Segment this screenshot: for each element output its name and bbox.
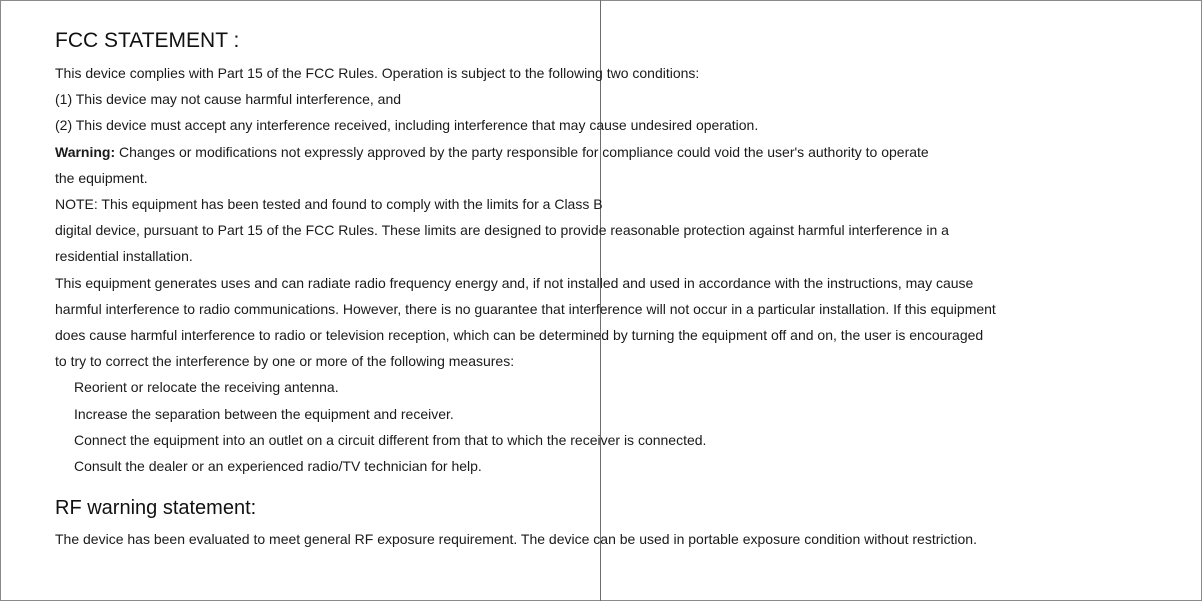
fcc-intro: This device complies with Part 15 of the FCC Rules. Operation is subject to the following two conditions: xyxy=(55,65,700,81)
measure-item: Reorient or relocate the receiving antenna. xyxy=(74,379,339,396)
note-line-2: digital device, pursuant to Part 15 of the FCC Rules. These limits are designed to provide reasonable protection against harmful interference in a xyxy=(55,222,949,239)
warning-text: Changes or modifications not expressly approved by the party responsible for compliance could void the user's authority to operate xyxy=(115,143,929,160)
interference-paragraph-line-3: does cause harmful interference to radio or television reception, which can be determined by turning the equipment off and on, the user is encouraged xyxy=(55,327,984,344)
fcc-statement-title: FCC STATEMENT : xyxy=(55,29,240,52)
measure-item: Consult the dealer or an experienced radio/TV technician for help. xyxy=(74,458,482,475)
interference-paragraph-line-1: This equipment generates uses and can radiate radio frequency energy and, if not installed and used in accordance with the instructions, may cause xyxy=(55,274,974,291)
warning-paragraph xyxy=(55,139,1175,165)
measure-item: Connect the equipment into an outlet on a circuit different from that to which the receiver is connected. xyxy=(74,431,707,448)
measure-item: Increase the separation between the equipment and receiver. xyxy=(74,405,454,422)
warning-label: Warning: xyxy=(55,143,116,160)
interference-paragraph-line-2: harmful interference to radio communications. However, there is no guarantee that interference will not occur in a particular installation. If this equipment xyxy=(55,300,996,317)
rf-warning-title: RF warning statement: xyxy=(55,497,257,520)
fcc-condition-2: (2) This device must accept any interference received, including interference that may cause undesired operation. xyxy=(55,117,759,134)
warning-text-continued: the equipment. xyxy=(55,169,148,186)
rf-warning-text: The device has been evaluated to meet general RF exposure requirement. The device can be used in portable exposure condition without restriction. xyxy=(55,531,977,548)
fcc-condition-1: (1) This device may not cause harmful interference, and xyxy=(55,91,402,108)
note-line-3: residential installation. xyxy=(55,248,193,265)
interference-paragraph-line-4: to try to correct the interference by one or more of the following measures: xyxy=(55,353,515,370)
note-line-1: NOTE: This equipment has been tested and found to comply with the limits for a Class B xyxy=(55,196,603,213)
document-body xyxy=(55,28,1175,552)
